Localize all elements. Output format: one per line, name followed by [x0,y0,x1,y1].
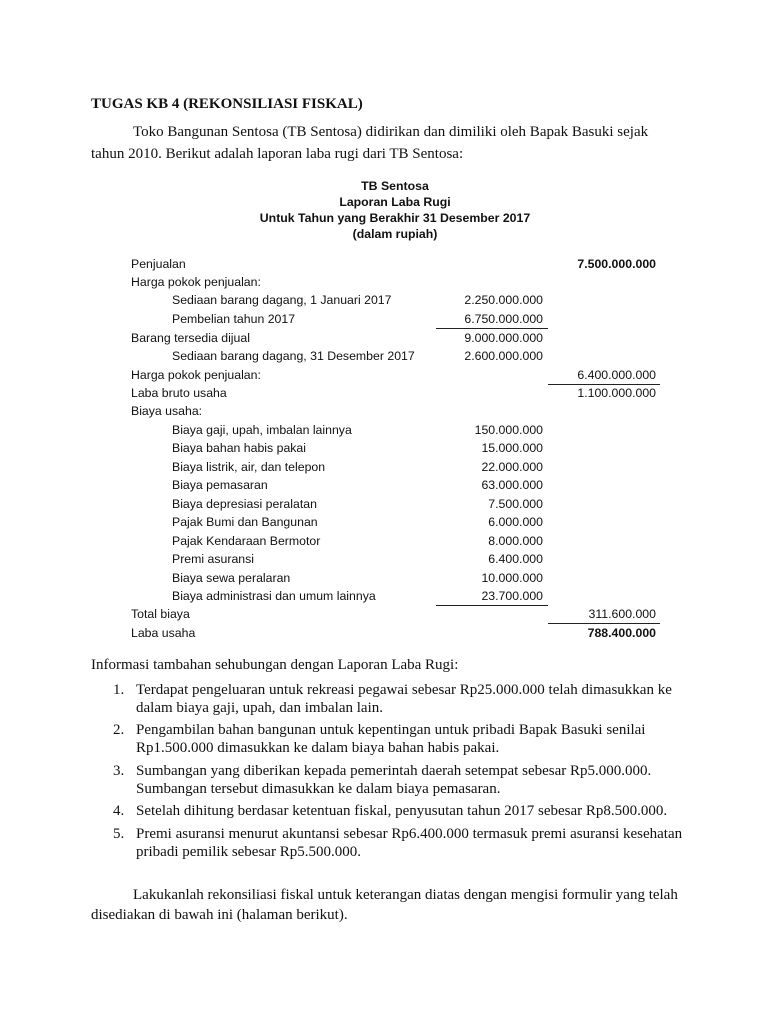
info-item-line-1: Pengambilan bahan bangunan untuk kepentingan untuk pribadi Bapak Basuki senilai [136,722,646,738]
sediaan-awal-label: Sediaan barang dagang, 1 Januari 2017 [172,293,392,307]
info-item-number: 2. [113,722,125,738]
report-title: Laporan Laba Rugi [339,195,451,209]
expense-value: 15.000.000 [481,441,543,455]
laba-usaha-label: Laba usaha [131,626,196,640]
expenses-rule [436,605,548,606]
sediaan-akhir-label: Sediaan barang dagang, 31 Desember 2017 [172,349,415,363]
tersedia-value: 9.000.000.000 [464,331,543,345]
tersedia-label: Barang tersedia dijual [131,331,250,345]
info-item-line-2: dalam biaya gaji, upah, dan imbalan lain. [136,700,384,716]
closing-line-2: disediakan di bawah ini (halaman berikut). [91,907,348,923]
expense-value: 23.700.000 [481,589,543,603]
closing-line-1: Lakukanlah rekonsiliasi fiskal untuk keterangan diatas dengan mengisi formulir yang telah [133,887,678,903]
info-item-line-1: Sumbangan yang diberikan kepada pemerintah daerah setempat sebesar Rp5.000.000. [136,763,652,779]
info-item-line-2: Sumbangan tersebut dimasukkan ke dalam biaya pemasaran. [136,781,501,797]
info-item-number: 5. [113,826,125,842]
expense-label: Biaya gaji, upah, imbalan lainnya [172,423,352,437]
total-biaya-rule [548,623,660,624]
expense-value: 150.000.000 [474,423,543,437]
laba-bruto-label: Laba bruto usaha [131,386,227,400]
expense-value: 63.000.000 [481,478,543,492]
expense-value: 10.000.000 [481,571,543,585]
total-biaya-label: Total biaya [131,607,190,621]
intro-line-2: tahun 2010. Berikut adalah laporan laba rugi dari TB Sentosa: [91,146,464,162]
info-item-line-1: Setelah dihitung berdasar ketentuan fiskal, penyusutan tahun 2017 sebesar Rp8.500.000. [136,803,668,819]
expense-label: Biaya listrik, air, dan telepon [172,460,326,474]
penjualan-label: Penjualan [131,257,186,271]
subtotal-rule [436,328,548,329]
info-item-number: 4. [113,803,125,819]
info-item-line-2: pribadi pemilik sebesar Rp5.500.000. [136,844,361,860]
penjualan-value: 7.500.000.000 [577,257,656,271]
expense-label: Premi asuransi [172,552,255,566]
expense-label: Biaya depresiasi peralatan [172,497,317,511]
expense-value: 6.000.000 [488,515,543,529]
info-item-number: 1. [113,682,125,698]
info-item-number: 3. [113,763,125,779]
expense-value: 6.400.000 [488,552,543,566]
intro-line-1: Toko Bangunan Sentosa (TB Sentosa) didirikan dan dimiliki oleh Bapak Basuki sejak [133,124,649,140]
info-item-line-2: Rp1.500.000 dimasukkan ke dalam biaya bahan habis pakai. [136,740,500,756]
info-heading: Informasi tambahan sehubungan dengan Laporan Laba Rugi: [91,657,459,673]
report-currency-note: (dalam rupiah) [352,227,438,241]
expense-label: Biaya administrasi dan umum lainnya [172,589,376,603]
expense-label: Pajak Bumi dan Bangunan [172,515,318,529]
hpp-total-label: Harga pokok penjualan: [131,368,261,382]
report-period: Untuk Tahun yang Berakhir 31 Desember 2017 [259,211,531,225]
biaya-heading: Biaya usaha: [131,404,203,418]
page-title: TUGAS KB 4 (REKONSILIASI FISKAL) [91,96,363,112]
expense-label: Biaya pemasaran [172,478,268,492]
expense-label: Biaya sewa peralaran [172,571,291,585]
laba-bruto-value: 1.100.000.000 [577,386,656,400]
sediaan-awal-value: 2.250.000.000 [464,293,543,307]
info-item-line-1: Terdapat pengeluaran untuk rekreasi pegawai sebesar Rp25.000.000 telah dimasukkan ke [136,682,672,698]
info-item-line-1: Premi asuransi menurut akuntansi sebesar Rp6.400.000 termasuk premi asuransi kesehatan [136,826,683,842]
pembelian-label: Pembelian tahun 2017 [172,312,296,326]
expense-label: Biaya bahan habis pakai [172,441,306,455]
sediaan-akhir-value: 2.600.000.000 [464,349,543,363]
expense-value: 8.000.000 [488,534,543,548]
expense-value: 22.000.000 [481,460,543,474]
expense-value: 7.500.000 [488,497,543,511]
total-biaya-value: 311.600.000 [588,607,656,621]
pembelian-value: 6.750.000.000 [464,312,543,326]
hpp-total-value: 6.400.000.000 [577,368,656,382]
hpp-heading: Harga pokok penjualan: [131,275,261,289]
laba-usaha-value: 788.400.000 [587,626,656,640]
report-company-name: TB Sentosa [361,179,429,193]
expense-label: Pajak Kendaraan Bermotor [172,534,321,548]
hpp-rule [548,384,660,385]
